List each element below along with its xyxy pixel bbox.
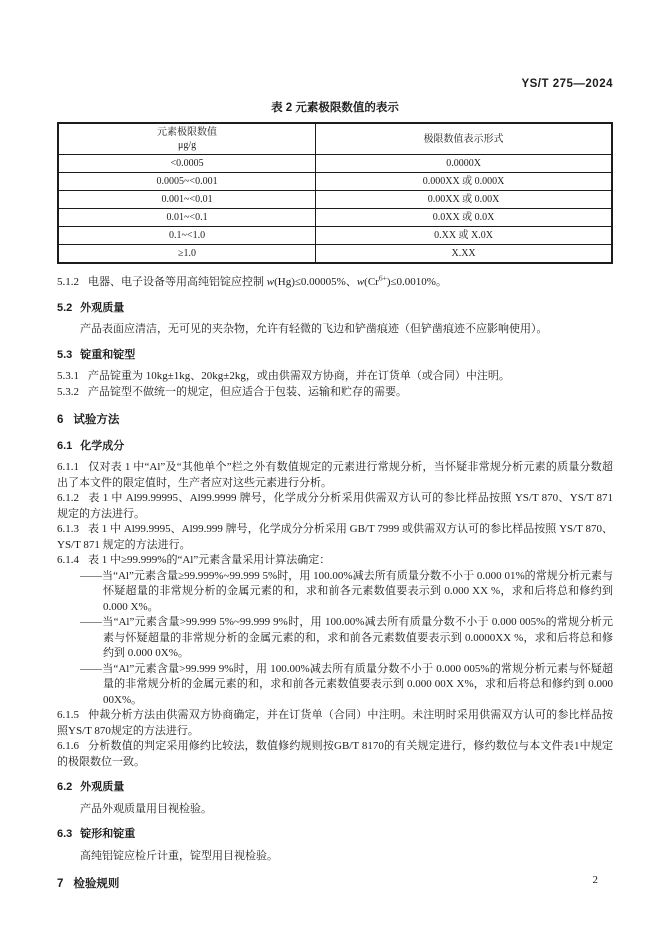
clause-text: 仅对表 1 中“Al”及“其他单个”栏之外有数值规定的元素进行常规分析，当怀疑非常规分析元素的质量分数超出了本文件的限定值时，生产者应对这些元素进行分析。	[57, 461, 613, 489]
clause-number: 5.3.1	[57, 370, 79, 382]
section-number: 6.2	[57, 781, 73, 793]
clause-6-1-6	[57, 739, 613, 770]
table-row	[58, 155, 612, 173]
chapter-title: 试验方法	[73, 414, 120, 426]
col-header-format: 极限数值表示形式	[316, 123, 612, 155]
table-row	[58, 245, 612, 264]
clause-number: 6.1.2	[57, 492, 79, 504]
clause-number: 6.1.3	[57, 523, 79, 535]
table-row	[58, 209, 612, 227]
section-number: 6.3	[57, 828, 73, 840]
chapter-heading-7	[57, 877, 613, 893]
superscript-valence: 6+	[378, 273, 387, 283]
section-title: 锭重和锭型	[80, 348, 136, 361]
cell-format: X.XX	[316, 245, 612, 264]
clause-6-1-3	[57, 522, 613, 553]
section-number: 6.1	[57, 439, 73, 452]
cell-format: 0.000XX 或 0.000X	[316, 173, 612, 191]
doc-number: YS/T 275—2024	[521, 78, 613, 90]
table-title: 表 2 元素极限数值的表示	[271, 102, 399, 114]
clause-number: 6.1.4	[57, 554, 79, 566]
clause-number: 6.1.1	[57, 461, 79, 473]
chapter-heading-6	[57, 413, 613, 429]
clause-text: )≤0.0010%。	[386, 276, 447, 288]
clause-text: 电器、电子设备等用高纯铝锭应控制	[88, 276, 267, 288]
section-number: 5.2	[57, 301, 73, 314]
section-title: 化学成分	[80, 439, 125, 452]
page-content	[57, 78, 613, 903]
clause-text: 表 1 中 Al99.9995、Al99.999 牌号，化学成分分析采用 GB/T 7999 或供需双方认可的参比样品按照 YS/T 870、YS/T 871 规定的方法进行。	[57, 523, 613, 551]
chapter-title: 检验规则	[73, 878, 120, 890]
clause-text: 分析数值的判定采用修约比较法，数值修约规则按GB/T 8170的有关规定进行，修约数位与本文件表1中规定的极限数位一致。	[57, 740, 613, 768]
cell-format: 0.00XX 或 0.00X	[316, 191, 612, 209]
section-title: 外观质量	[80, 301, 125, 314]
table-row	[58, 173, 612, 191]
cell-limit-range: 0.1~<1.0	[58, 227, 316, 245]
clause-5-3-2	[57, 385, 613, 401]
section-heading-5-3	[57, 348, 613, 364]
paragraph-visual-inspection: 产品外观质量用目视检验。	[80, 802, 212, 815]
cell-limit-range: 0.001~<0.01	[58, 191, 316, 209]
section-heading-5-2	[57, 301, 613, 317]
clause-number: 6.1.5	[57, 709, 79, 721]
paragraph-surface-quality: 产品表面应清洁，无可见的夹杂物，允许有轻微的飞边和铲凿痕迹（但铲凿痕迹不应影响使用）。	[80, 323, 548, 335]
chapter-number: 6	[57, 414, 64, 426]
cell-limit-range: 0.01~<0.1	[58, 209, 316, 227]
clause-number: 5.1.2	[57, 276, 79, 288]
variable-w: w	[356, 276, 365, 288]
paragraph-ingot-weighing: 高纯铝锭应检斤计重，锭型用目视检验。	[80, 849, 278, 862]
clause-text: 产品锭型不做统一的规定，但应适合于包装、运输和贮存的需要。	[88, 385, 407, 398]
chapter-number: 7	[57, 878, 64, 890]
clause-6-1-2	[57, 491, 613, 522]
clause-text: 表 1 中≥99.999%的“Al”元素含量采用计算法确定：	[88, 554, 331, 566]
body-text	[57, 275, 613, 893]
clause-5-3-1	[57, 369, 613, 385]
clause-text: 表 1 中 Al99.99995、Al99.9999 牌号，化学成分分析采用供需双方认可的参比样品按照 YS/T 870、YS/T 871 规定的方法进行。	[57, 492, 613, 520]
cell-format: 0.XX 或 X.0X	[316, 227, 612, 245]
section-number: 5.3	[57, 348, 73, 361]
section-title: 外观质量	[80, 781, 125, 793]
page-number: 2	[592, 874, 598, 886]
clause-number: 5.3.2	[57, 385, 79, 398]
dash-list-item-3: ——当“Al”元素含量>99.999 9%时，用 100.00%减去所有质量分数不小于 0.000 005%的常规分析元素与怀疑超量的非常规分析的金属元素的和，求和前各元素数值要表示到 0.000 00X X%，求和后将总和修约到 0.000 00X%。	[80, 662, 613, 706]
clause-6-1-1	[57, 460, 613, 491]
dash-list-item-2: ——当“Al”元素含量>99.999 5%~99.999 9%时，用 100.00%减去所有质量分数不小于 0.000 005%的常规分析元素与怀疑超量的非常规分析的金属元素的和，求和前各元素数值要表示到 0.0000XX %，求和后将总和修约到 0.000 0X%。	[80, 616, 613, 659]
clause-5-1-2	[57, 275, 613, 291]
table-row	[58, 227, 612, 245]
clause-6-1-4	[57, 553, 613, 569]
section-heading-6-1	[57, 439, 613, 455]
clause-text: (Hg)≤0.00005%、	[274, 276, 357, 288]
element-limits-table	[57, 122, 613, 264]
col-header-unit: μg/g	[177, 140, 197, 151]
clause-text: 仲裁分析方法由供需双方协商确定，并在订货单（合同）中注明。未注明时采用供需双方认可的参比样品按照YS/T 870规定的方法进行。	[57, 709, 613, 737]
variable-w: w	[266, 276, 275, 288]
clause-text: (Cr	[364, 276, 379, 288]
table-row	[58, 191, 612, 209]
col-header-line1: 元素极限数值	[157, 127, 218, 138]
section-title: 锭形和锭重	[80, 828, 136, 840]
cell-limit-range: ≥1.0	[58, 245, 316, 264]
dash-list-item-1: ——当“Al”元素含量≥99.999%~99.999 5%时，用 100.00%减去所有质量分数不小于 0.000 01%的常规分析元素与怀疑超量的非常规分析的金属元素的和，求和前各元素数值要表示到 0.000 XX %，求和后将总和修约到 0.000 X%。	[80, 569, 613, 613]
table-header-row	[58, 123, 612, 155]
cell-limit-range: <0.0005	[58, 155, 316, 173]
section-heading-6-3	[57, 827, 613, 843]
cell-format: 0.0XX 或 0.0X	[316, 209, 612, 227]
cell-format: 0.0000X	[316, 155, 612, 173]
section-heading-6-2	[57, 780, 613, 796]
clause-6-1-5	[57, 708, 613, 739]
cell-limit-range: 0.0005~<0.001	[58, 173, 316, 191]
col-header-element-limit	[58, 123, 316, 155]
clause-text: 产品锭重为 10kg±1kg、20kg±2kg，或由供需双方协商，并在订货单（或合同）中注明。	[88, 370, 510, 382]
clause-number: 6.1.6	[57, 740, 79, 752]
